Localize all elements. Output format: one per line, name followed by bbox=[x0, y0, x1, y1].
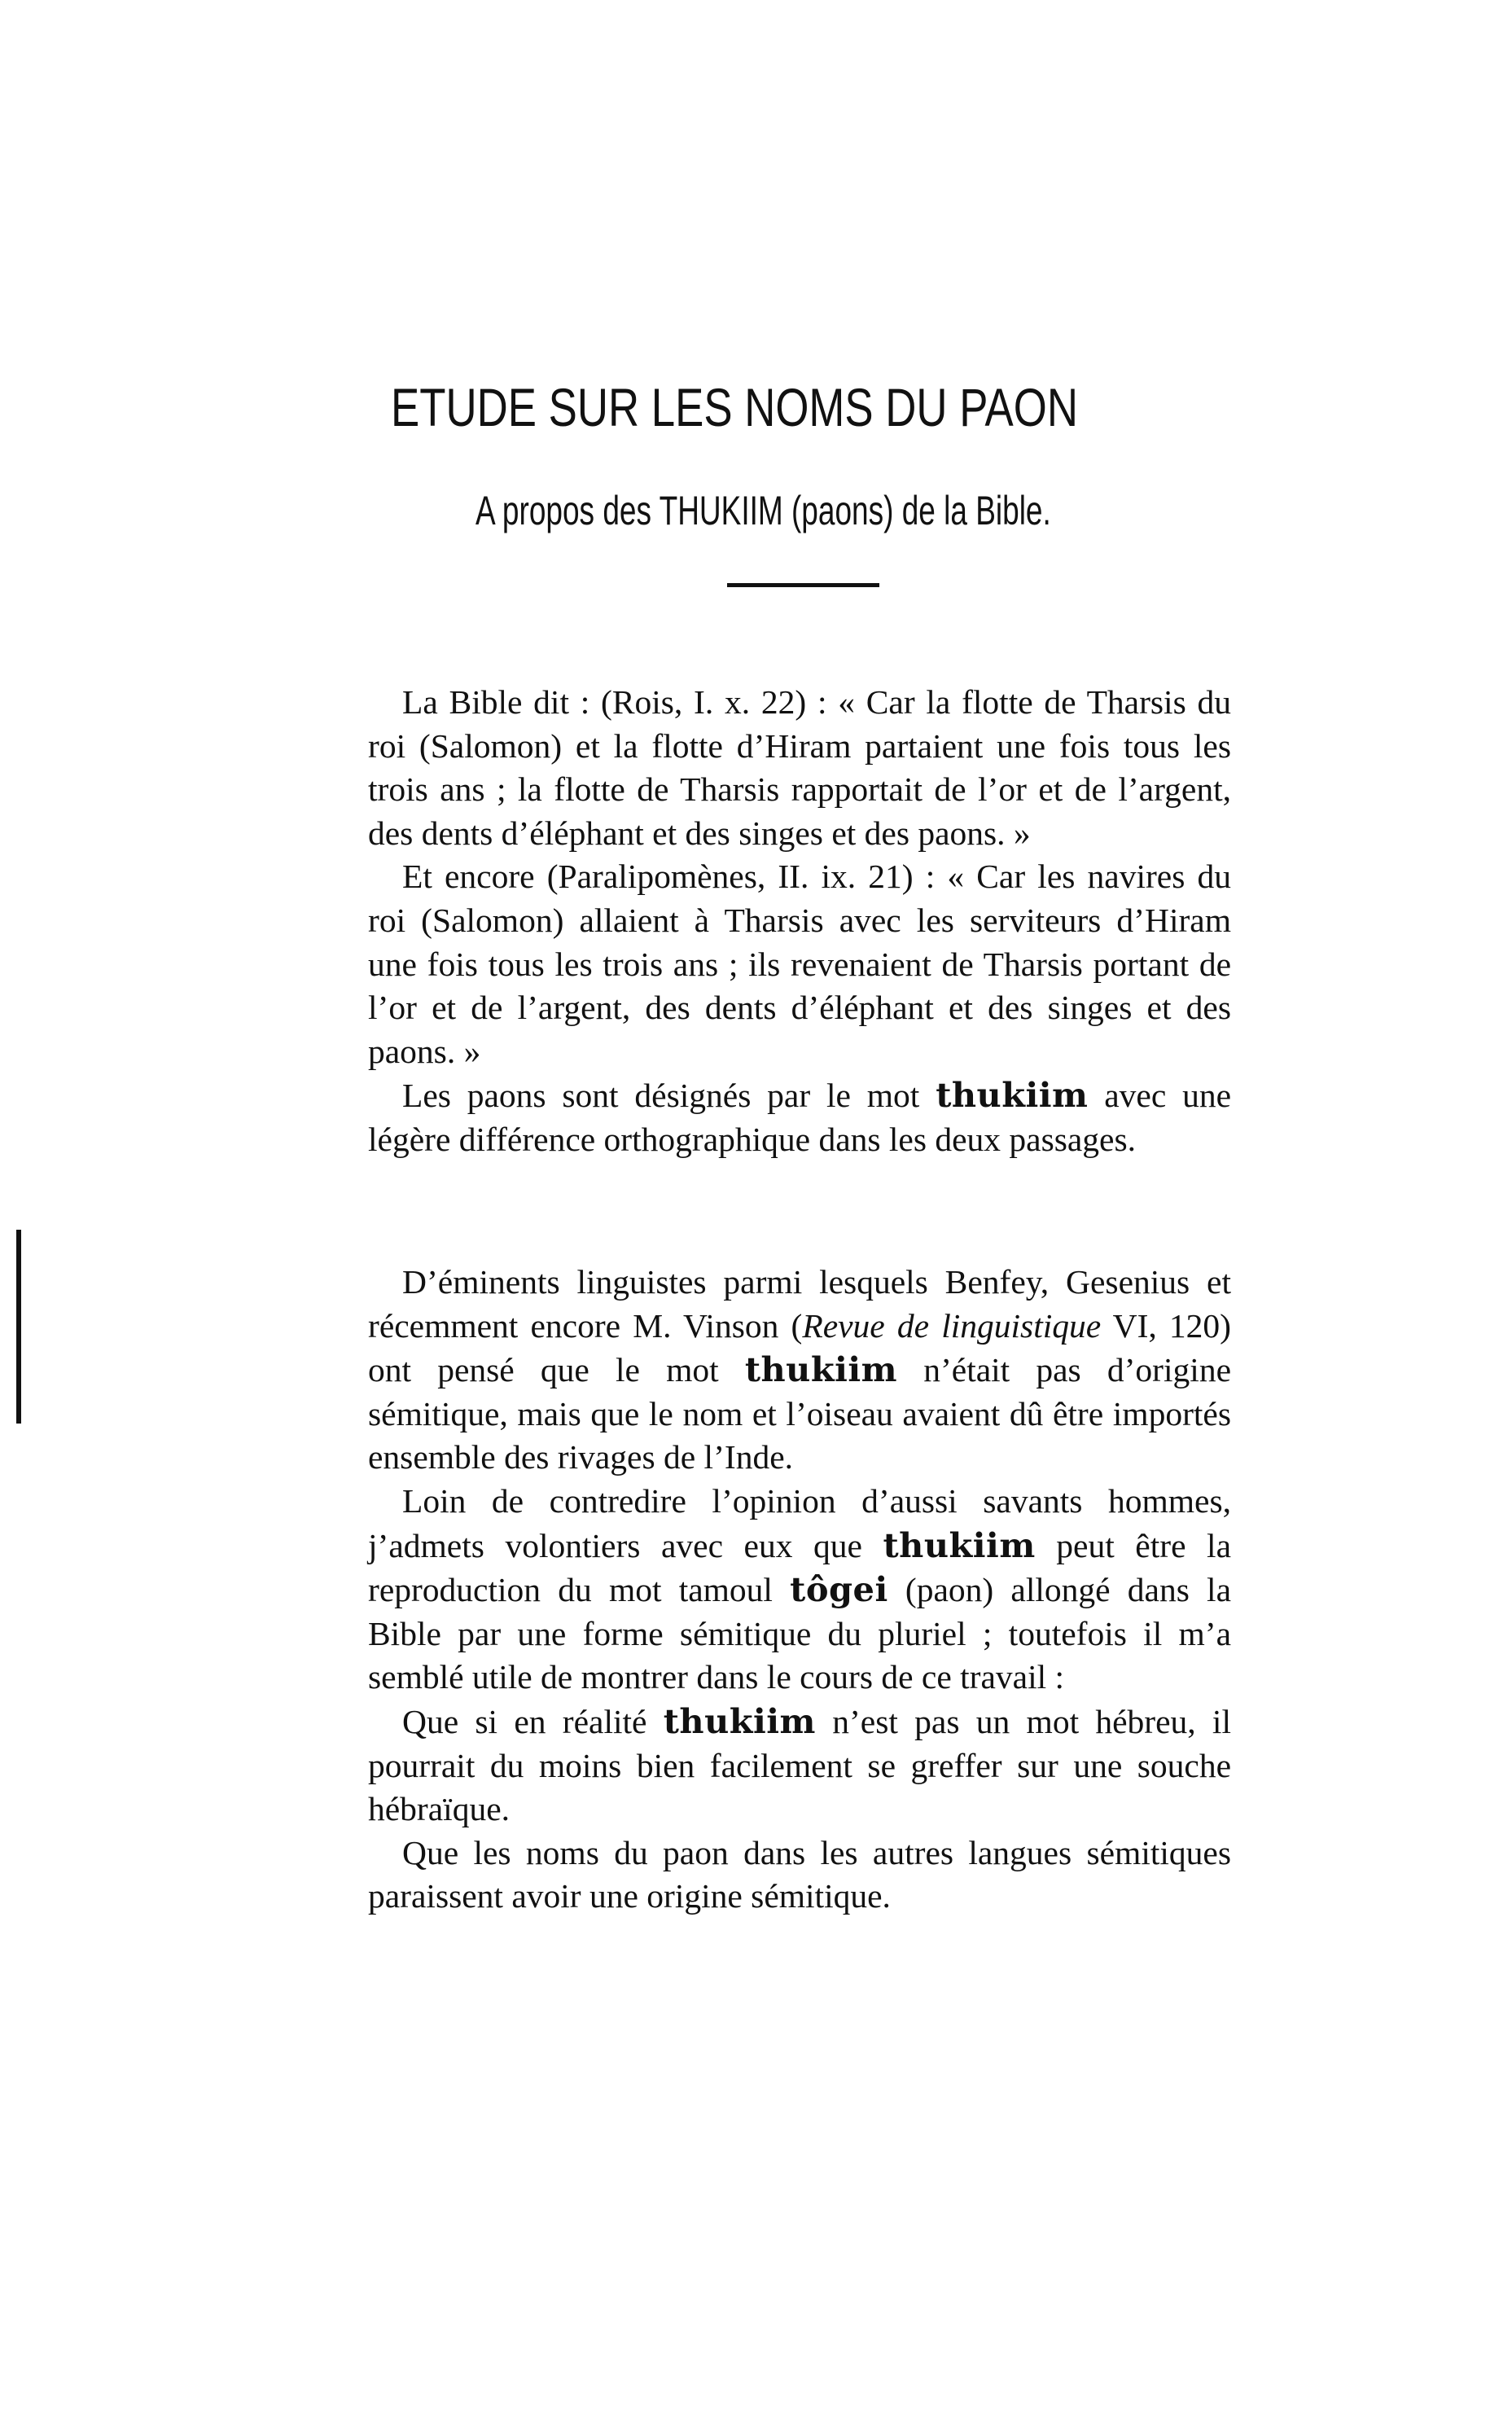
paragraph-5-text-b: peut être la reproduction du mot tamoul bbox=[368, 1526, 1231, 1609]
section-one bbox=[368, 681, 1231, 1162]
paragraph-4-text-a: D’éminents linguistes parmi lesquels Benfey, Gesenius et récemment encore M. Vinson ( bbox=[368, 1263, 1231, 1345]
paragraph-5 bbox=[368, 1480, 1231, 1700]
paragraph-3-text-b: avec une légère différence orthographique dans les deux passages. bbox=[368, 1077, 1232, 1158]
journal-title: Revue de linguistique bbox=[802, 1306, 1102, 1345]
paragraph-6-text-b: n’est pas un mot hébreu, il pourrait du moins bien facilement se greffer sur une souche hébraïque. bbox=[368, 1702, 1231, 1828]
margin-mark bbox=[16, 1230, 21, 1424]
paragraph-5-text-a: Loin de contredire l’opinion d’aussi savants hommes, j’admets volontiers avec eux que bbox=[368, 1481, 1231, 1564]
paragraph-3 bbox=[368, 1073, 1231, 1161]
paragraph-1: La Bible dit : (Rois, I. x. 22) : « Car la flotte de Tharsis du roi (Salomon) et la flotte d’Hiram partaient une fois tous les trois ans ; la flotte de Tharsis rapportait de l’or et de l’argent, des dents d’éléphant et des singes et des paons. » bbox=[368, 683, 1231, 852]
paragraph-5-text-c: (paon) allongé dans la Bible par une forme sémitique du pluriel ; toutefois il m’a semblé utile de montrer dans le cours de ce travail : bbox=[368, 1571, 1232, 1696]
paragraph-4-text-b: VI, 120) ont pensé que le mot bbox=[368, 1306, 1232, 1389]
document-title: ETUDE SUR LES NOMS DU PAON bbox=[391, 377, 1078, 437]
title-rule bbox=[727, 583, 879, 587]
hebrew-word-thukiim: thukiim bbox=[883, 1525, 1036, 1565]
paragraph-7: Que les noms du paon dans les autres langues sémitiques paraissent avoir une origine sémitique. bbox=[368, 1833, 1231, 1915]
title-block bbox=[391, 376, 1213, 441]
hebrew-word-thukiim: thukiim bbox=[744, 1349, 898, 1390]
paragraph-4-text-c: n’était pas d’origine sémitique, mais que le nom et l’oiseau avaient dû être importés ensemble des rivages de l’Inde. bbox=[368, 1351, 1231, 1476]
paragraph-3-text-a: Les paons sont désignés par le mot bbox=[402, 1077, 936, 1115]
paragraph-6-text-a: Que si en réalité bbox=[402, 1702, 664, 1740]
hebrew-word-thukiim: thukiim bbox=[663, 1700, 816, 1741]
document-subtitle: A propos des THUKIIM (paons) de la Bible. bbox=[476, 488, 1051, 533]
section-two bbox=[368, 1261, 1231, 1919]
paragraph-6 bbox=[368, 1700, 1231, 1832]
paragraph-2: Et encore (Paralipomènes, II. ix. 21) : « Car les navires du roi (Salomon) allaient à Tharsis avec les serviteurs d’Hiram une fois tous les trois ans ; ils revenaient de Tharsis portant de l’or et de l’argent, des dents d’éléphant et des singes et des paons. » bbox=[368, 858, 1231, 1070]
paragraph-4 bbox=[368, 1261, 1231, 1480]
subtitle-block bbox=[476, 487, 1127, 536]
hebrew-word-thukiim: thukiim bbox=[936, 1075, 1089, 1116]
tamil-word-togei: tôgei bbox=[790, 1569, 888, 1610]
